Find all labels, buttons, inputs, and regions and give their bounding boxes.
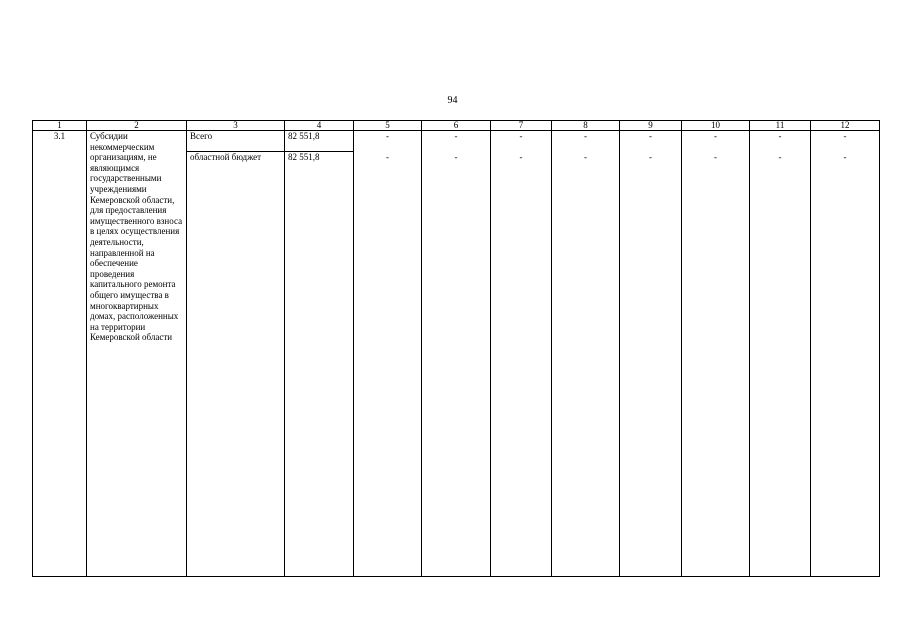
value-cell: - [811, 152, 880, 577]
header-cell: 9 [620, 121, 682, 131]
budget-table [32, 120, 880, 577]
value-cell: - [750, 152, 811, 577]
row-description: Субсидии некоммерческим организациям, не являющимся государственными учреждениями Кемеровской области, для предоставления имущественного взноса в целях осуществления деятельности, направленной на обеспечение проведения капитального ремонта общего имущества в многоквартирных домах, расположенных на территории Кемеровской области [87, 131, 187, 577]
value-cell: - [620, 152, 682, 577]
header-cell: 3 [187, 121, 285, 131]
amount-cell: 82 551,8 [285, 131, 354, 152]
value-cell: - [750, 131, 811, 152]
value-cell: - [422, 131, 491, 152]
header-cell: 6 [422, 121, 491, 131]
value-cell: - [552, 131, 620, 152]
row-code: 3.1 [33, 131, 87, 577]
value-cell: - [491, 131, 552, 152]
header-cell: 7 [491, 121, 552, 131]
header-cell: 8 [552, 121, 620, 131]
header-cell: 12 [811, 121, 880, 131]
value-cell: - [682, 152, 750, 577]
value-cell: - [354, 131, 422, 152]
value-cell: - [552, 152, 620, 577]
value-cell: - [422, 152, 491, 577]
value-cell: - [491, 152, 552, 577]
header-cell: 4 [285, 121, 354, 131]
source-name: Всего [187, 131, 285, 152]
header-cell: 5 [354, 121, 422, 131]
value-cell: - [620, 131, 682, 152]
amount-cell: 82 551,8 [285, 152, 354, 577]
value-cell: - [682, 131, 750, 152]
page-number: 94 [447, 95, 458, 106]
value-cell: - [354, 152, 422, 577]
header-cell: 11 [750, 121, 811, 131]
source-name: областной бюджет [187, 152, 285, 577]
header-cell: 10 [682, 121, 750, 131]
header-cell: 2 [87, 121, 187, 131]
value-cell: - [811, 131, 880, 152]
header-row [33, 121, 880, 131]
table-row [33, 131, 880, 152]
header-cell: 1 [33, 121, 87, 131]
